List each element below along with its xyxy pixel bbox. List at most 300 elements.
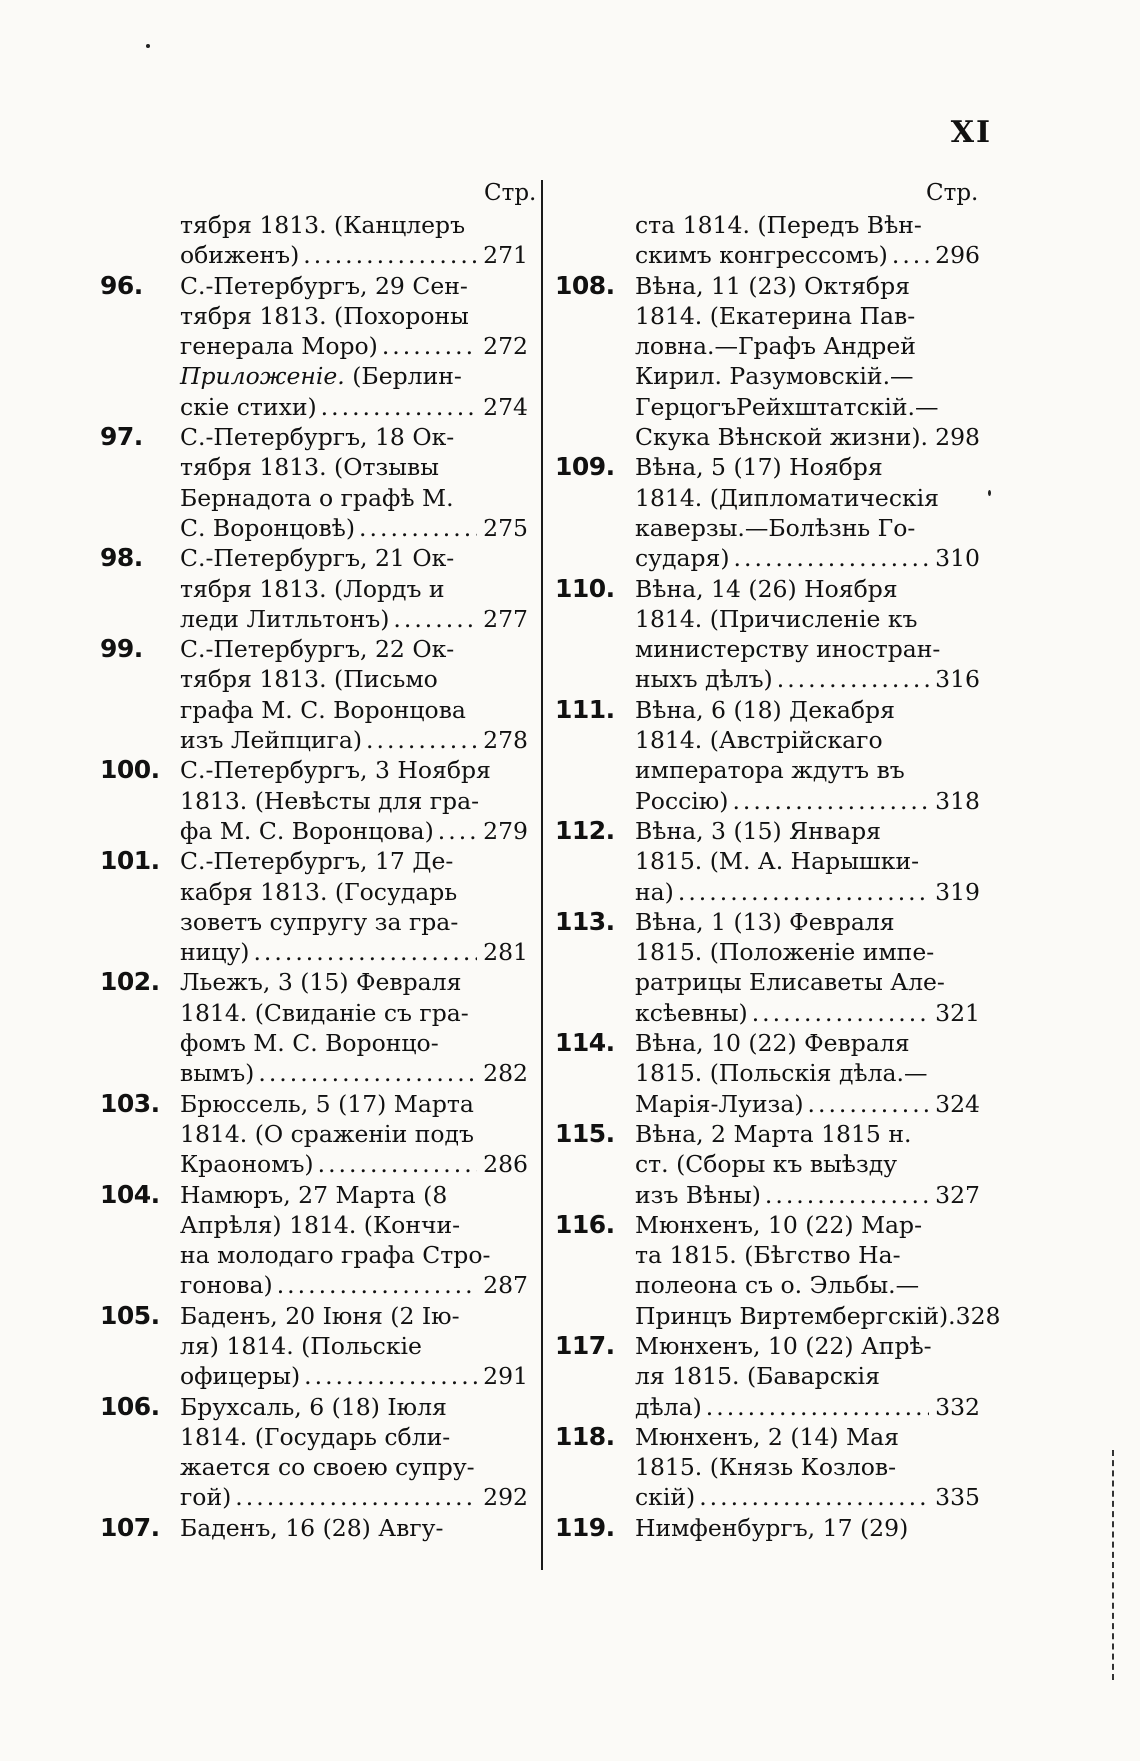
entry-text	[180, 271, 528, 422]
entry-text	[180, 967, 528, 1088]
toc-entry	[100, 271, 528, 422]
dot-leader	[277, 1270, 477, 1300]
entry-line-text: ста 1814. (Передъ Вѣн-	[635, 211, 922, 239]
entry-text	[180, 846, 528, 967]
entry-line-text: 1815. (Польскія дѣла.—	[635, 1059, 928, 1088]
entry-line-text: графа М. С. Воронцова	[180, 695, 466, 724]
entry-line	[180, 1270, 528, 1300]
page-ref: 296	[935, 241, 980, 270]
page-ref: 324	[935, 1089, 980, 1118]
entry-line	[635, 1422, 980, 1452]
toc-entry	[100, 634, 528, 755]
entry-number: 108.	[555, 270, 615, 300]
dot-leader	[366, 725, 477, 755]
entry-number: 99.	[100, 634, 143, 664]
entry-line	[635, 755, 980, 785]
entry-line-text: ницу)	[180, 938, 250, 967]
page-ref: 318	[935, 786, 980, 815]
entry-line-text: С.-Петербургъ, 18 Ок-	[180, 423, 455, 452]
entry-line	[180, 574, 528, 604]
page-ref: 275	[483, 513, 528, 542]
entry-line-text: Брухсаль, 6 (18) Іюля	[180, 1392, 447, 1421]
page-ref: 286	[483, 1150, 528, 1179]
entry-number: 114.	[555, 1028, 615, 1058]
dot-leader	[706, 1392, 929, 1422]
entry-line-text: Вѣна, 10 (22) Февраля	[635, 1029, 910, 1058]
entry-number: 101.	[100, 846, 160, 876]
toc-entry	[555, 1119, 980, 1210]
entry-line-text: Вѣна, 2 Марта 1815 н.	[635, 1119, 912, 1148]
entry-line-text: 1813. (Невѣсты для гра-	[180, 786, 480, 815]
entry-line-text: ля) 1814. (Польскіе	[180, 1331, 422, 1360]
entry-line-text: скимъ конгрессомъ)	[635, 241, 888, 270]
entry-line-text: полеона съ о. Эльбы.—	[635, 1271, 920, 1300]
entry-line-text: ГерцогъРейхштатскій.—	[635, 392, 939, 421]
entry-line	[180, 240, 528, 270]
entry-line-text: обиженъ)	[180, 241, 300, 270]
page-ref: 335	[935, 1483, 980, 1512]
entry-line	[180, 816, 528, 846]
entry-line-text: гонова)	[180, 1271, 273, 1300]
ink-speck	[146, 44, 150, 48]
entry-text	[180, 210, 528, 271]
entry-line	[635, 543, 980, 573]
entry-line	[180, 422, 528, 452]
toc-entry	[555, 1331, 980, 1422]
entry-text	[635, 452, 980, 573]
toc-entry	[555, 1028, 980, 1119]
page-ref: 319	[935, 877, 980, 906]
entry-text	[635, 574, 980, 695]
page-ref: 278	[483, 726, 528, 755]
dot-leader	[318, 1149, 478, 1179]
entry-line	[180, 1240, 528, 1270]
entry-line-text: Нимфенбургъ, 17 (29)	[635, 1513, 909, 1542]
toc-entry	[100, 967, 528, 1088]
ink-speck	[988, 490, 991, 496]
dot-leader	[752, 998, 929, 1028]
page-ref: 327	[935, 1180, 980, 1209]
page-ref: 328	[955, 1301, 1001, 1330]
entry-number: 98.	[100, 543, 143, 573]
entry-text	[180, 543, 528, 634]
toc-entry	[555, 816, 980, 907]
entry-line	[635, 1028, 980, 1058]
entry-line-text: тября 1813. (Отзывы	[180, 453, 439, 482]
entry-line	[180, 877, 528, 907]
entry-line	[635, 816, 980, 846]
entry-line	[635, 1301, 1001, 1331]
entry-line	[180, 1210, 528, 1240]
toc-entry	[555, 574, 980, 695]
entry-text	[635, 1119, 980, 1210]
entry-number: 117.	[555, 1330, 615, 1360]
page-ref: 298	[935, 423, 980, 452]
entry-line	[180, 1422, 528, 1452]
entry-line	[180, 1089, 528, 1119]
entry-line-text: гой)	[180, 1483, 232, 1512]
entry-text	[180, 1089, 528, 1180]
entry-number: 105.	[100, 1300, 160, 1330]
entry-line	[635, 1240, 980, 1270]
toc-entry	[555, 1513, 980, 1543]
entry-text	[635, 907, 980, 1028]
toc-entry	[555, 452, 980, 573]
entry-line	[180, 695, 528, 725]
entry-line	[635, 271, 980, 301]
entry-number: 118.	[555, 1421, 615, 1451]
entry-line-text: жается со своею супру-	[180, 1453, 475, 1482]
entry-line-text: изъ Вѣны)	[635, 1180, 761, 1209]
page-ref: 292	[483, 1483, 528, 1512]
entry-line-text: тября 1813. (Канцлеръ	[180, 211, 466, 239]
entry-line	[180, 1028, 528, 1058]
page-ref: 316	[935, 665, 980, 694]
toc-entry	[100, 1513, 528, 1543]
entry-line	[180, 210, 528, 240]
entry-number: 113.	[555, 906, 615, 936]
entry-line-text: тября 1813. (Похороны	[180, 301, 469, 330]
entry-number: 110.	[555, 573, 615, 603]
page-ref: 272	[483, 332, 528, 361]
toc-entry	[555, 695, 980, 816]
page-ref: 277	[483, 604, 528, 633]
column-divider	[541, 180, 543, 1570]
entry-line	[635, 1210, 980, 1240]
entry-line-text: 1814. (Екатерина Пав-	[635, 301, 916, 330]
dot-leader	[892, 240, 929, 270]
entry-line-text: императора ждутъ въ	[635, 756, 905, 785]
entry-line-text: Вѣна, 14 (26) Ноября	[635, 574, 898, 603]
entry-line	[635, 786, 980, 816]
entry-line	[635, 574, 980, 604]
entry-line-text: ксѣевны)	[635, 998, 748, 1027]
entry-line-text: Кирил. Разумовскій.—	[635, 362, 914, 391]
entry-line-text: Вѣна, 3 (15) Января	[635, 816, 881, 845]
entry-line-text: Россію)	[635, 786, 729, 815]
entry-line	[180, 998, 528, 1028]
entry-line	[635, 937, 980, 967]
entry-line	[180, 331, 528, 361]
entry-text	[180, 422, 528, 543]
entry-line	[635, 1361, 980, 1391]
entry-line-text: 1814. (Дипломатическія	[635, 483, 940, 512]
dot-leader	[808, 1089, 930, 1119]
page-ref: 281	[483, 938, 528, 967]
dot-leader	[321, 392, 477, 422]
page-ref: 287	[483, 1271, 528, 1300]
entry-line	[180, 1058, 528, 1088]
dot-leader	[235, 1482, 477, 1512]
entry-line	[180, 725, 528, 755]
dot-leader	[732, 786, 929, 816]
entry-line	[180, 1392, 528, 1422]
toc-entry	[555, 210, 980, 271]
entry-line	[635, 1058, 980, 1088]
entry-number: 97.	[100, 422, 143, 452]
entry-number: 119.	[555, 1512, 615, 1542]
entry-line	[180, 1180, 528, 1210]
entry-number: 103.	[100, 1088, 160, 1118]
entry-line	[180, 1482, 528, 1512]
entry-line-text: кабря 1813. (Государь	[180, 877, 458, 906]
entry-line-text: Приложеніе. (Берлин-	[180, 362, 462, 391]
entry-line-text: фомъ М. С. Воронцо-	[180, 1029, 439, 1058]
entry-line-text: Скука Вѣнской жизни).	[635, 423, 928, 452]
entry-line	[635, 483, 980, 513]
entry-text	[635, 695, 980, 816]
entry-line	[180, 967, 528, 997]
entry-line	[635, 1513, 980, 1543]
entry-line	[635, 301, 980, 331]
entry-line-text: ст. (Сборы къ выѣзду	[635, 1150, 898, 1179]
toc-entry	[100, 543, 528, 634]
entry-text	[180, 1180, 528, 1301]
entry-line	[635, 907, 980, 937]
entry-text	[180, 1301, 528, 1392]
toc-entry	[555, 1422, 980, 1513]
toc-entry	[100, 1301, 528, 1392]
entry-line	[180, 483, 528, 513]
entry-text	[635, 816, 980, 907]
entry-line	[180, 271, 528, 301]
page-ref: 282	[483, 1059, 528, 1088]
entry-line	[180, 604, 528, 634]
entry-line	[180, 392, 528, 422]
entry-line-text: С.-Петербургъ, 3 Ноября	[180, 756, 491, 785]
entry-line-text: С.-Петербургъ, 29 Сен-	[180, 271, 468, 300]
entry-line	[635, 240, 980, 270]
dot-leader	[303, 240, 477, 270]
entry-line-text: 1814. (О сраженіи подъ	[180, 1119, 474, 1148]
entry-line	[180, 361, 528, 391]
entry-text	[180, 1392, 528, 1513]
dot-leader	[765, 1180, 929, 1210]
entry-line-text: Вѣна, 11 (23) Октября	[635, 271, 910, 300]
entry-line	[635, 1149, 980, 1179]
toc-entry	[100, 1392, 528, 1513]
toc-column-right	[555, 210, 1001, 1543]
entry-line-text: С.-Петербургъ, 17 Де-	[180, 847, 454, 876]
entry-text	[635, 1210, 1001, 1331]
entry-line-text: Бернадота о графѣ М.	[180, 483, 454, 512]
entry-line-text: на молодаго графа Стро-	[180, 1241, 491, 1270]
entry-line	[635, 998, 980, 1028]
entry-text	[635, 1422, 980, 1513]
entry-line-text: Марія-Луиза)	[635, 1089, 804, 1118]
entry-line-text: 1815. (Положеніе импе-	[635, 938, 935, 967]
entry-line	[635, 1482, 980, 1512]
page-ref: 321	[935, 998, 980, 1027]
entry-line	[635, 1331, 980, 1361]
entry-line-text: Вѣна, 5 (17) Ноября	[635, 453, 883, 482]
entry-text	[635, 1331, 980, 1422]
entry-line-text: ратрицы Елисаветы Але-	[635, 968, 945, 997]
entry-line-text: Льежъ, 3 (15) Февраля	[180, 968, 462, 997]
entry-line-text: 1814. (Австрійскаго	[635, 726, 883, 755]
toc-column-left	[100, 210, 528, 1543]
entry-line-text: Мюнхенъ, 10 (22) Апрѣ-	[635, 1331, 932, 1360]
entry-line-text: ля 1815. (Баварскія	[635, 1362, 880, 1391]
page-number: XI	[950, 115, 992, 150]
entry-line	[635, 331, 980, 361]
entry-number: 112.	[555, 815, 615, 845]
entry-line-text: 1814. (Причисленіе къ	[635, 604, 918, 633]
entry-number: 96.	[100, 270, 143, 300]
column-header-right: Стр.	[926, 180, 979, 206]
entry-line-text: сударя)	[635, 544, 730, 573]
entry-text	[635, 1513, 980, 1543]
entry-line	[635, 604, 980, 634]
entry-line	[635, 1452, 980, 1482]
entry-line-text: фа М. С. Воронцова)	[180, 816, 434, 845]
entry-text	[635, 271, 980, 453]
entry-line	[635, 877, 980, 907]
entry-line-text: скій)	[635, 1483, 696, 1512]
entry-line-text: С. Воронцовѣ)	[180, 513, 356, 542]
toc-entry	[100, 210, 528, 271]
entry-text	[180, 755, 528, 846]
dot-leader	[304, 1361, 477, 1391]
entry-line-text: та 1815. (Бѣгство На-	[635, 1241, 901, 1270]
entry-line-text: тября 1813. (Письмо	[180, 665, 438, 694]
entry-number: 115.	[555, 1118, 615, 1148]
page-ref: 271	[483, 241, 528, 270]
dot-leader	[438, 816, 477, 846]
entry-line	[180, 1149, 528, 1179]
entry-line	[635, 1392, 980, 1422]
entry-line	[180, 543, 528, 573]
dot-leader	[393, 604, 477, 634]
entry-line	[635, 664, 980, 694]
entry-line	[635, 1089, 980, 1119]
entry-line-text: Вѣна, 6 (18) Декабря	[635, 695, 895, 724]
toc-entry	[555, 271, 980, 453]
toc-entry	[100, 846, 528, 967]
entry-line-text: на)	[635, 877, 674, 906]
dot-leader	[777, 664, 929, 694]
toc-entry	[100, 1089, 528, 1180]
entry-number: 116.	[555, 1209, 615, 1239]
entry-line	[180, 1513, 528, 1543]
entry-line	[180, 513, 528, 543]
entry-line-text: изъ Лейпцига)	[180, 726, 363, 755]
entry-line-text: Брюссель, 5 (17) Марта	[180, 1089, 474, 1118]
entry-line-text: Баденъ, 16 (28) Авгу-	[180, 1513, 444, 1542]
entry-line	[180, 634, 528, 664]
entry-text	[635, 210, 980, 271]
dot-leader	[359, 513, 477, 543]
entry-line-text: генерала Моро)	[180, 332, 378, 361]
entry-line	[635, 634, 980, 664]
page-ref: 274	[483, 392, 528, 421]
entry-line-text: леди Литльтонъ)	[180, 604, 390, 633]
entry-number: 109.	[555, 452, 615, 482]
entry-line-text: С.-Петербургъ, 21 Ок-	[180, 544, 455, 573]
entry-number: 102.	[100, 967, 160, 997]
entry-line-text: дѣла)	[635, 1392, 702, 1421]
entry-line-text: Мюнхенъ, 2 (14) Мая	[635, 1422, 899, 1451]
entry-line-text: 1814. (Государь сбли-	[180, 1422, 451, 1451]
entry-line	[180, 937, 528, 967]
entry-line	[635, 392, 980, 422]
entry-number: 106.	[100, 1391, 160, 1421]
entry-line-text: Мюнхенъ, 10 (22) Мар-	[635, 1210, 923, 1239]
entry-line-text: министерству иностран-	[635, 635, 941, 664]
entry-text	[180, 634, 528, 755]
entry-line	[180, 664, 528, 694]
entry-line-text: вымъ)	[180, 1059, 255, 1088]
entry-line-text: Вѣна, 1 (13) Февраля	[635, 907, 895, 936]
entry-line-text: офицеры)	[180, 1362, 301, 1391]
entry-line	[180, 1361, 528, 1391]
entry-line	[635, 967, 980, 997]
entry-line	[635, 210, 980, 240]
entry-number: 104.	[100, 1179, 160, 1209]
entry-line-text: ловна.—Графъ Андрей	[635, 332, 916, 361]
entry-number: 111.	[555, 694, 615, 724]
entry-number: 107.	[100, 1512, 160, 1542]
entry-line-text: 1814. (Свиданіе съ гра-	[180, 998, 469, 1027]
dot-leader	[734, 543, 930, 573]
dot-leader	[258, 1058, 477, 1088]
entry-line-text: Намюръ, 27 Марта (8	[180, 1180, 448, 1209]
entry-line	[180, 755, 528, 785]
column-header-left: Стр.	[484, 180, 537, 206]
page-ref: 332	[935, 1392, 980, 1421]
entry-text	[635, 1028, 980, 1119]
entry-line-text: Принцъ Виртембергскій).	[635, 1301, 956, 1330]
entry-line-text: Апрѣля) 1814. (Кончи-	[180, 1210, 461, 1239]
entry-text	[180, 1513, 528, 1543]
entry-line	[635, 422, 980, 452]
entry-line	[635, 452, 980, 482]
dot-leader	[699, 1482, 929, 1512]
dot-leader	[678, 877, 929, 907]
entry-line	[635, 846, 980, 876]
entry-line-text: Баденъ, 20 Іюня (2 Ію-	[180, 1301, 460, 1330]
toc-entry	[100, 422, 528, 543]
entry-line	[180, 1119, 528, 1149]
dot-leader	[382, 331, 477, 361]
toc-entry	[555, 907, 980, 1028]
entry-line	[180, 1301, 528, 1331]
entry-line-text: скіе стихи)	[180, 392, 317, 421]
entry-line-text: зоветъ супругу за гра-	[180, 907, 459, 936]
toc-entry	[100, 755, 528, 846]
entry-line-text: ныхъ дѣлъ)	[635, 665, 773, 694]
entry-line-text: С.-Петербургъ, 22 Ок-	[180, 635, 455, 664]
entry-line-text: тября 1813. (Лордъ и	[180, 574, 445, 603]
entry-line	[180, 452, 528, 482]
page-ref: 291	[483, 1362, 528, 1391]
dot-leader	[253, 937, 477, 967]
page-ref: 310	[935, 544, 980, 573]
entry-line	[635, 1270, 980, 1300]
entry-line-text: 1815. (Князь Козлов-	[635, 1453, 897, 1482]
entry-line	[635, 1119, 980, 1149]
entry-line	[180, 1331, 528, 1361]
page-ref: 279	[483, 816, 528, 845]
entry-line-text: 1815. (М. А. Нарышки-	[635, 847, 920, 876]
entry-line	[180, 301, 528, 331]
entry-line	[635, 695, 980, 725]
entry-line	[635, 725, 980, 755]
entry-line	[635, 1180, 980, 1210]
entry-line-text: Краономъ)	[180, 1150, 314, 1179]
entry-line	[180, 846, 528, 876]
toc-entry	[100, 1180, 528, 1301]
